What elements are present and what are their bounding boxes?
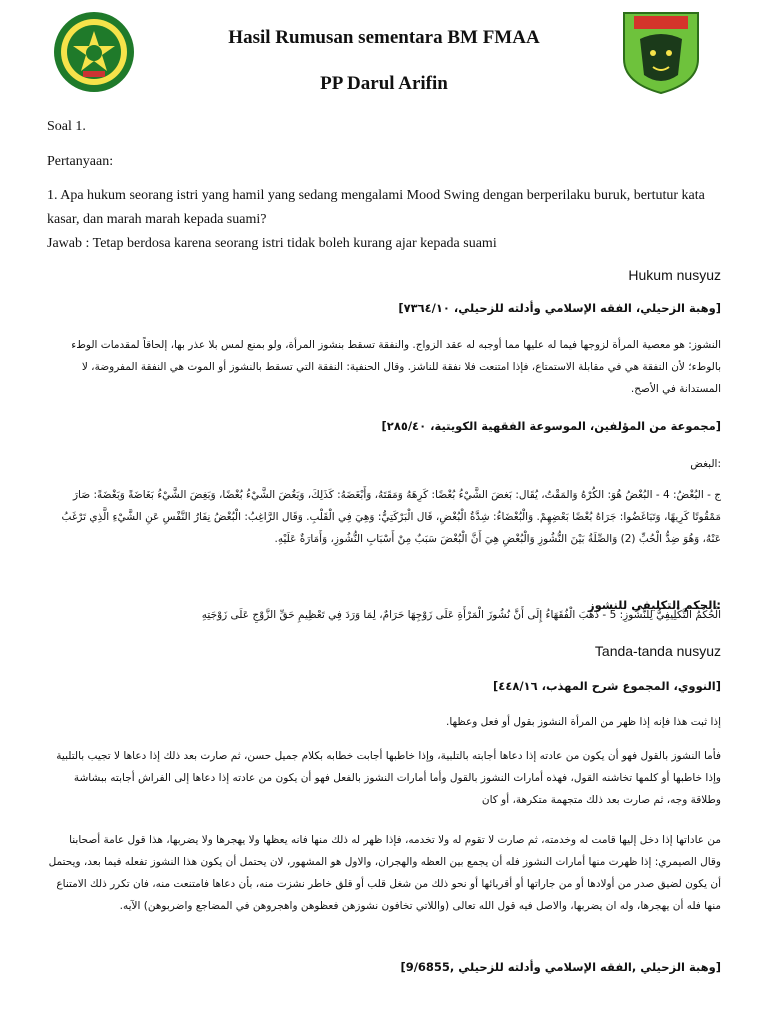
- label-bughd: :البغض: [690, 458, 721, 470]
- answer-text: Jawab : Tetap berdosa karena seorang istri tidak boleh kurang ajar kepada suami: [47, 236, 497, 251]
- paragraph-bughd: ج - البُغْضُ: 4 - البُغْضُ هُوَ: الكُرْهُ وَالمَقْتُ، يُقَال: بَغضَ الشَّيْءُ بُغْضًا: كَرِهَهُ وَمَقَتَهُ، وَأَبْغَضَهُ: كَذَلِكَ، وَبَغُضَ الشَّيْءُ بُغْضًا، وَبَغِضَ الشَّيْءُ بَغَاضَةً وَبَغْضَةً: صَارَ مَمْقُوتًا كَرِيهًا، وَتَبَاغَضُوا: جَرَاهُ بُغْضًا بَعْضِهِمْ. وَالْبُغْضَاءُ: شِدَّةُ الْبُغْضِ، قَال الْبَرْكَتِيُّ: وَهِيَ فِي الْقَلْبِ. وَقَال الرَّاغِبُ: الْبُغْضُ نِفَارُ النَّفْسِ عَنِ الشَّيْءِ الَّذِي تَرْغَبُ عَنْهُ، وَهُوَ ضِدُّ الْحُبِّ (2) وَالصِّلَةُ بَيْنَ النُّشُوزِ وَالْبُغْضِ هِيَ أَنَّ الْبُغْضَ سَبَبٌ مِنْ أَسْبَابِ النُّشُوزِ، وَأَمَارَةٌ عَلَيْهِ.: [61, 489, 721, 545]
- pertanyaan-label: Pertanyaan:: [47, 154, 114, 169]
- document-subtitle: PP Darul Arifin: [320, 73, 448, 94]
- paragraph-nawawi-intro: إذا ثبت هذا فإنه إذا ظهر من المرأة النشوز بقول أو فعل وعظها.: [446, 716, 721, 728]
- paragraph-nusyuz-fil: من عاداتها إذا دخل إليها قامت له وخدمته، ثم صارت لا تقوم له ولا تخدمه، فإذا ظهر له ذلك منها فانه يعظها ولا يهجرها ولا يضربها، هذا قول عامة أصحابنا وقال الصيمري: إذا ظهرت منها أمارات النشوز فله أن يجمع بين العظه والهجران، والاول هو المشهور، لان يحتمل أن يكون هذا النشوز تفعله فيما بعد، ويحتمل أن يكون لضيق صدر من أولادها أو من جاراتها أو أقربائها أو نحو ذلك من شغل قلب أو قلق خاطر نشزت منه، بأن دعاها فامتنعت منه، فان تكرر ذلك الامتناع منها فله أن يهجرها، وله ان يضربها، والاصل فيه قول الله تعالى (واللاتي تخافون نشوزهن فعظوهن واهجروهن في المضاجع واضربوهن) الآيه.: [48, 834, 721, 912]
- section-hukum-nusyuz: Hukum nusyuz: [628, 267, 721, 283]
- paragraph-nusyuz-definition: النشوز: هو معصية المرأة لزوجها فيما له عليها مما أوجبه له عقد الزواج. والنفقة تسقط بنشوز المرأة، ولو بمنع لمس بلا عذر بها، إلحاقاً لمقدمات الوطء بالوطء؛ لأن النفقة هي في مقابلة الاستمتاع، فإذا امتنعت فلا نفقة للناشز. وقال الحنفية: النفقة التي تسقط بالنشوز أو الموت هي النفقة المفروضة، لا المستدانة في الأصح.: [71, 339, 721, 395]
- soal-label: Soal 1.: [47, 119, 86, 134]
- reference-zuhaili: [وهبة الزحيلي، الفقه الإسلامي وأدلته للزحيلي، ٧٣٦٤/١٠]: [398, 301, 721, 315]
- paragraph-nusyuz-qawl: فأما النشوز بالقول فهو أن يكون من عادته إذا دعاها أجابته بالتلبية، وإذا خاطبها أجابت خطابه بكلام جميل حسن، ثم صارت بعد ذلك إذا دعاها لا تجيب بالتلبية وإذا خاطبها أو كلمها تخاشنه القول، فهذه أمارات النشوز بالقول وأما أمارات النشوز بالفعل فهو أن يكون من عادته إذا دعاها إلى الفراش أجابته ببشاشة وطلاقة وجه، ثم صارت بعد ذلك متجهمة متكرهة، أو كان: [56, 750, 721, 806]
- reference-nawawi: [النووي، المجموع شرح المهذب، ٤٤٨/١٦]: [493, 679, 721, 693]
- section-tanda-nusyuz: Tanda-tanda nusyuz: [594, 643, 721, 659]
- document-title: Hasil Rumusan sementara BM FMAA: [228, 27, 540, 48]
- reference-zuhaili-2: [وهبة الزحيلي ,الفقه الإسلامي وأدلته للزحيلي ,9/6855]: [400, 960, 721, 974]
- label-hukm-taklifi: :الحكم التكليفي للنشوز: [587, 598, 721, 612]
- reference-mawsuah: [مجموعة من المؤلفين، الموسوعة الفقهية الكويتية، ٢٨٥/٤٠]: [381, 419, 721, 433]
- question-text: 1. Apa hukum seorang istri yang hamil yang sedang mengalami Mood Swing dengan berperilaku buruk, bertutur kata kasar, dan marah marah kepada suami?: [47, 188, 705, 227]
- paragraph-hukm-taklifi: الْحُكْمُ التَّكْلِيفِيُّ لِلنُّشُوزِ: 5 - ذَهَبَ الْفُقَهَاءُ إِلَى أَنَّ نُشُوزَ الْمَرْأَةِ عَلَى زَوْجِهَا حَرَامٌ، لِمَا وَرَدَ فِي تَعْظِيمِ حَقِّ الزَّوْجِ عَلَى زَوْجَتِهِ: [201, 609, 721, 621]
